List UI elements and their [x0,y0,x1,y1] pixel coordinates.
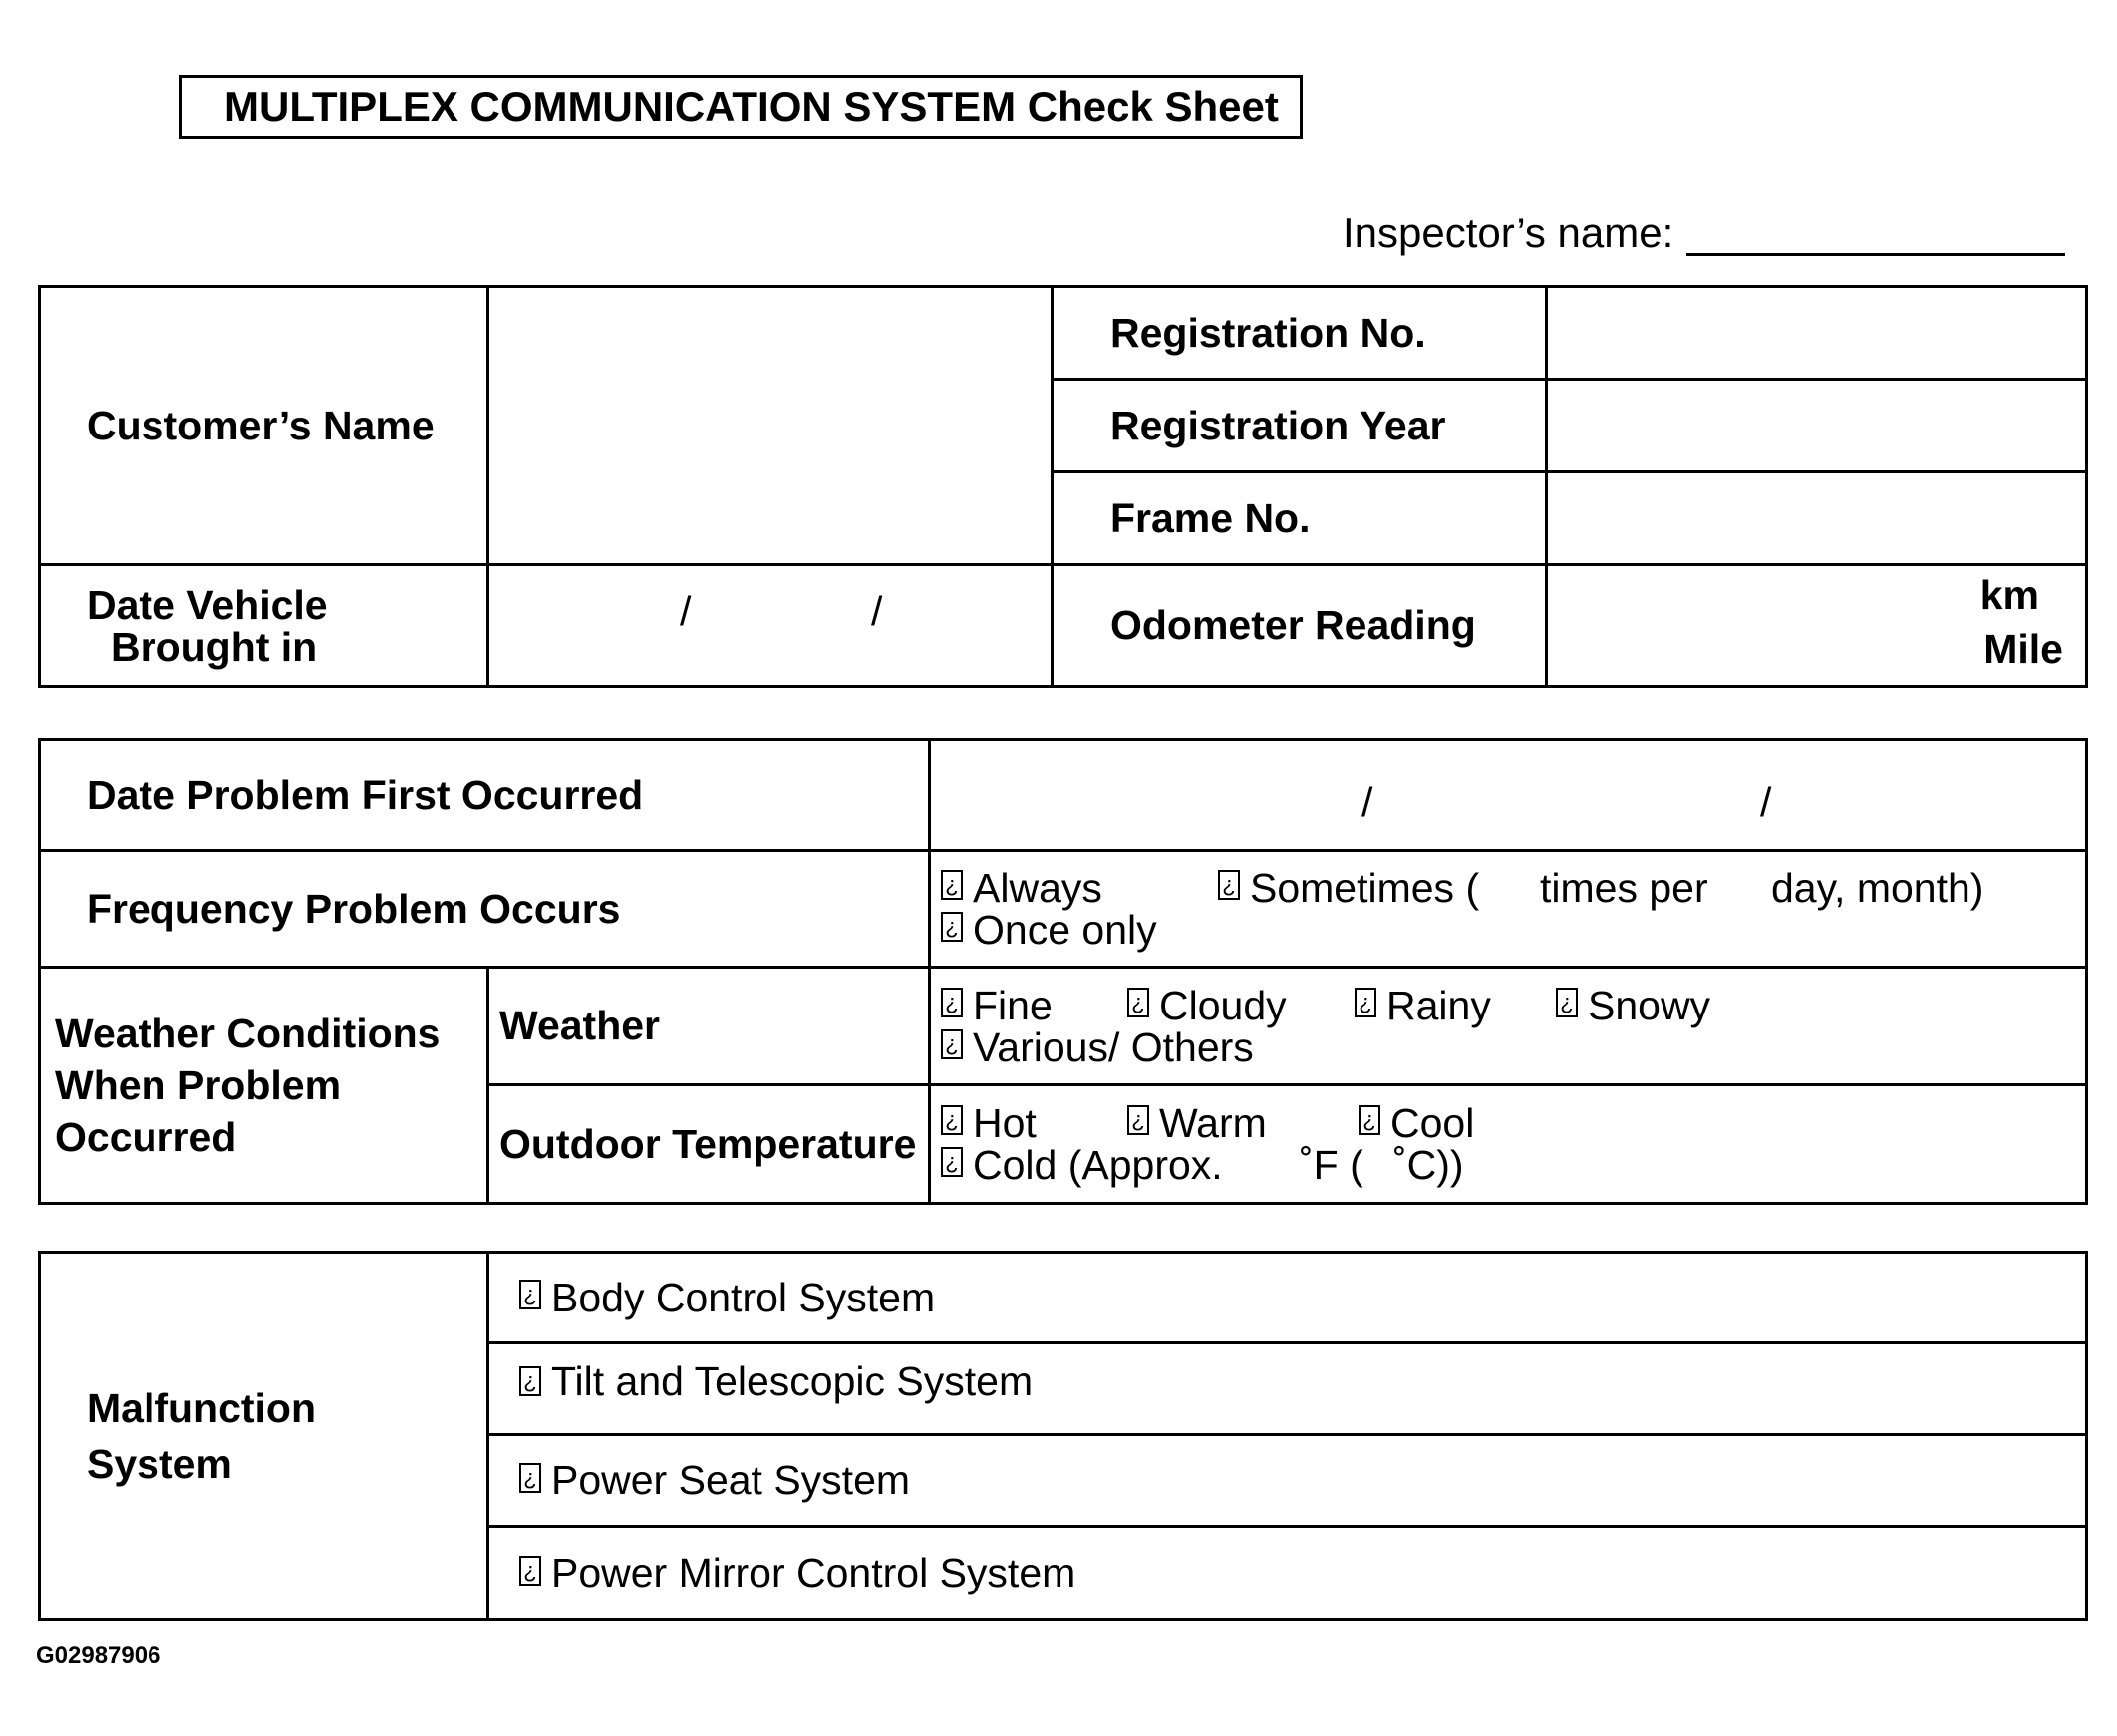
checkbox-icon[interactable]: ¿ [941,1029,963,1059]
checkbox-icon[interactable]: ¿ [941,1105,963,1135]
system-label: Tilt and Telescopic System [551,1358,1034,1404]
weather-fine-label: Fine [973,982,1053,1028]
malfunction-label-line1: Malfunction [87,1385,317,1431]
temp-cold-label: Cold (Approx. [973,1142,1223,1188]
frequency-options [931,852,2085,966]
weather-conditions-line3: Occurred [55,1114,237,1160]
page-title: MULTIPLEX COMMUNICATION SYSTEM Check Sheet [179,75,1303,139]
weather-rainy-label: Rainy [1386,982,1491,1028]
date-separator: / [1760,779,1772,825]
checkbox-icon[interactable]: ¿ [941,988,963,1017]
date-first-occurred-field[interactable] [931,741,2085,849]
customer-name-label: Customer’s Name [41,288,486,563]
freq-always-option[interactable] [941,867,1218,909]
system-label: Body Control System [551,1274,936,1320]
date-brought-in-field[interactable] [489,566,1051,685]
figure-id: G02987906 [36,1642,161,1669]
checkbox-icon[interactable]: ¿ [519,1366,541,1396]
malfunction-system-table [38,1251,2088,1621]
checkbox-icon[interactable]: ¿ [941,1147,963,1177]
date-separator: / [871,588,883,634]
temperature-options [931,1086,2085,1202]
checkbox-icon[interactable]: ¿ [1355,988,1376,1017]
temp-cold-option[interactable] [941,1144,1300,1186]
date-separator: / [680,588,692,634]
temp-hot-label: Hot [973,1100,1037,1146]
checkbox-icon[interactable]: ¿ [941,870,963,900]
problem-info-table [38,738,2088,1205]
checkbox-icon[interactable]: ¿ [1127,988,1149,1017]
inspector-name-label: Inspector’s name: [1343,209,1674,256]
date-first-occurred-label: Date Problem First Occurred [41,741,928,849]
checkbox-icon[interactable]: ¿ [941,912,963,942]
odometer-reading-field[interactable] [1548,566,2085,685]
weather-cloudy-label: Cloudy [1159,982,1287,1028]
checkbox-icon[interactable]: ¿ [1556,988,1578,1017]
frame-no-label: Frame No. [1054,473,1545,563]
system-option-tilt-telescopic[interactable] [489,1344,2085,1433]
freq-always-label: Always [973,865,1102,911]
date-brought-in-label-line2: Brought in [111,623,318,670]
weather-various-label: Various/ Others [973,1023,1254,1070]
weather-conditions-label [41,969,486,1202]
freq-once-option[interactable] [941,909,1157,951]
checkbox-icon[interactable]: ¿ [519,1556,541,1586]
malfunction-label-line2: System [87,1441,232,1487]
weather-rainy-option[interactable] [1355,982,1556,1028]
temp-cool-option[interactable] [1359,1102,1474,1144]
freq-sometimes-option[interactable] [1218,867,1540,909]
date-separator: / [1361,779,1373,825]
checkbox-icon[interactable]: ¿ [1359,1105,1380,1135]
unit-km: km [1979,572,2039,618]
customer-name-field[interactable] [489,288,1051,563]
system-label: Power Mirror Control System [551,1550,1076,1595]
temp-celsius-label: ˚C)) [1393,1142,1464,1188]
inspector-name-field[interactable] [1686,253,2065,256]
malfunction-system-label [41,1254,486,1618]
date-brought-in-label-line1: Date Vehicle [87,581,328,628]
checkbox-icon[interactable]: ¿ [519,1463,541,1493]
registration-year-label: Registration Year [1054,381,1545,470]
freq-once-label: Once only [973,907,1157,953]
freq-sometimes-label: Sometimes ( [1250,865,1480,911]
weather-options [931,969,2085,1083]
system-label: Power Seat System [551,1457,911,1503]
temp-warm-option[interactable] [1127,1102,1359,1144]
checkbox-icon[interactable]: ¿ [1127,1105,1149,1135]
registration-no-field[interactable] [1548,288,2085,378]
weather-conditions-line1: Weather Conditions [55,1011,441,1056]
vehicle-info-table [38,285,2088,688]
date-brought-in-label [41,566,486,685]
temp-cool-label: Cool [1390,1100,1475,1146]
temp-fahrenheit-label: ˚F ( [1300,1142,1363,1188]
outdoor-temperature-label: Outdoor Temperature [489,1086,928,1202]
frequency-label: Frequency Problem Occurs [41,852,928,966]
weather-snowy-option[interactable] [1556,982,1711,1028]
checkbox-icon[interactable]: ¿ [519,1280,541,1309]
weather-conditions-line2: When Problem [55,1062,342,1108]
weather-fine-option[interactable] [941,982,1127,1028]
weather-various-option[interactable] [941,1023,1254,1070]
temp-hot-option[interactable] [941,1102,1127,1144]
registration-year-field[interactable] [1548,381,2085,470]
weather-snowy-label: Snowy [1588,982,1711,1028]
system-option-power-mirror[interactable] [489,1528,2085,1618]
temp-warm-label: Warm [1159,1100,1267,1146]
freq-times-per-label: times per [1540,865,1708,911]
system-option-power-seat[interactable] [489,1436,2085,1525]
frame-no-field[interactable] [1548,473,2085,563]
unit-mile: Mile [1983,626,2063,672]
weather-cloudy-option[interactable] [1127,982,1355,1028]
freq-day-month-label: day, month) [1771,865,1984,911]
system-option-body-control[interactable] [489,1254,2085,1341]
checkbox-icon[interactable]: ¿ [1218,870,1240,900]
weather-label: Weather [489,969,928,1083]
odometer-reading-label: Odometer Reading [1054,566,1545,685]
registration-no-label: Registration No. [1054,288,1545,378]
